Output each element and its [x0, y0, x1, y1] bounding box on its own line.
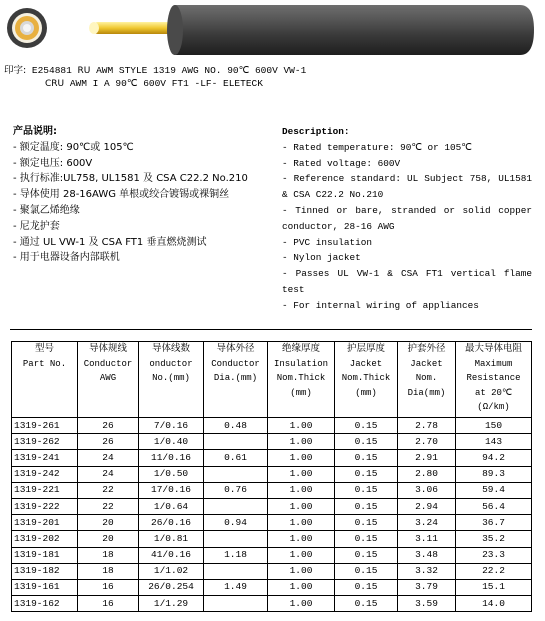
table-cell: 1319-202: [12, 531, 78, 547]
table-cell: 0.48: [204, 418, 268, 434]
table-cell: 0.15: [335, 434, 398, 450]
column-header-en: AWG: [99, 373, 117, 383]
table-cell: 24: [78, 466, 139, 482]
description-cn-item: - 尼龙护套: [13, 220, 60, 232]
marking-line-1: [4, 62, 306, 76]
table-row: [12, 596, 532, 612]
table-cell: 94.2: [456, 450, 532, 466]
table-cell: 0.15: [335, 515, 398, 531]
table-cell: 3.24: [398, 515, 456, 531]
table-cell: 0.15: [335, 547, 398, 563]
description-cn-item: - 执行标准:UL758, UL1581 及 CSA C22.2 No.210: [13, 173, 248, 185]
column-header-en: Maximum: [474, 358, 513, 369]
table-row: [12, 579, 532, 595]
description-cn-item: - 通过 UL VW-1 及 CSA FT1 垂直燃烧测试: [13, 236, 207, 248]
table-cell: [204, 563, 268, 579]
table-cell: 0.15: [335, 482, 398, 498]
table-cell: 1319-221: [12, 482, 78, 498]
table-cell: 1.00: [268, 531, 335, 547]
table-cell: 1.00: [268, 450, 335, 466]
table-cell: 1319-181: [12, 547, 78, 563]
table-cell: 17/0.16: [139, 482, 204, 498]
table-cell: 0.15: [335, 418, 398, 434]
column-header: [268, 342, 335, 418]
table-cell: 2.80: [398, 466, 456, 482]
column-header-en: No.(mm): [152, 373, 190, 383]
marking-line-2: [45, 78, 263, 89]
table-cell: 89.3: [456, 466, 532, 482]
column-header: [78, 342, 139, 418]
column-header-en: Jacket: [410, 358, 443, 369]
table-cell: 1.00: [268, 498, 335, 514]
cru-logo: CRU: [45, 79, 65, 89]
table-cell: 56.4: [456, 498, 532, 514]
column-header-cn: 型号: [34, 343, 54, 354]
table-cell: 0.15: [335, 579, 398, 595]
table-cell: 1/1.29: [139, 596, 204, 612]
column-header: [398, 342, 456, 418]
table-cell: 143: [456, 434, 532, 450]
table-cell: 0.15: [335, 596, 398, 612]
table-cell: 18: [78, 563, 139, 579]
table-cell: 3.32: [398, 563, 456, 579]
table-cell: 0.15: [335, 466, 398, 482]
column-header-cn: 导体外径: [216, 343, 255, 354]
table-cell: 14.0: [456, 596, 532, 612]
column-header-en: Nom.Thick: [276, 373, 326, 383]
table-row: [12, 547, 532, 563]
table-cell: [204, 434, 268, 450]
table-cell: [204, 531, 268, 547]
cable-illustration: [0, 0, 545, 62]
column-header-en: Nom.: [415, 373, 438, 383]
table-row: [12, 531, 532, 547]
table-cell: [204, 596, 268, 612]
table-cell: 1.18: [204, 547, 268, 563]
marking-label: 印字:: [4, 65, 27, 76]
table-cell: 1.49: [204, 579, 268, 595]
table-cell: 0.15: [335, 450, 398, 466]
marking-file-no: E254881: [31, 65, 72, 76]
table-cell: 41/0.16: [139, 547, 204, 563]
description-en-item: - Rated temperature: 90℃ or 105℃: [282, 141, 472, 153]
column-header-cn: 护套外径: [407, 343, 446, 354]
table-cell: 1.00: [268, 547, 335, 563]
table-cell: 3.48: [398, 547, 456, 563]
table-cell: 11/0.16: [139, 450, 204, 466]
description-en-item: - PVC insulation: [282, 236, 373, 248]
description-chinese: [13, 124, 273, 266]
table-cell: 20: [78, 515, 139, 531]
spec-table: [11, 341, 532, 612]
column-header-en: at 20℃: [474, 387, 513, 398]
description-cn-item: - 导体使用 28-16AWG 单根或绞合镀锡或裸铜丝: [13, 189, 230, 201]
table-cell: [204, 498, 268, 514]
table-cell: 22: [78, 498, 139, 514]
table-cell: 150: [456, 418, 532, 434]
marking-line-2-text: AWM I A 90℃ 600V FT1 -LF- ELETECK: [69, 78, 263, 89]
table-cell: 2.70: [398, 434, 456, 450]
description-cn-item: - 额定电压: 600V: [13, 157, 93, 169]
table-cell: 1319-162: [12, 596, 78, 612]
table-cell: 36.7: [456, 515, 532, 531]
column-header-cn: 护层厚度: [346, 343, 385, 354]
table-cell: 16: [78, 579, 139, 595]
column-header-en: Dia(mm): [407, 387, 446, 398]
table-cell: 0.61: [204, 450, 268, 466]
table-cell: 1319-182: [12, 563, 78, 579]
table-cell: 1.00: [268, 515, 335, 531]
column-header-en: (mm): [290, 387, 312, 398]
table-cell: 3.59: [398, 596, 456, 612]
column-header: [139, 342, 204, 418]
table-cell: 1/0.81: [139, 531, 204, 547]
column-header-en: Dia.(mm): [213, 373, 258, 383]
description-en-item: - Reference standard: UL Subject 758, UL1581 & CSA C22.2 No.210: [282, 173, 538, 201]
table-cell: 1319-261: [12, 418, 78, 434]
description-en-item: - Nylon jacket: [282, 252, 361, 264]
table-cell: 0.94: [204, 515, 268, 531]
table-cell: 22: [78, 482, 139, 498]
table-row: [12, 498, 532, 514]
table-cell: 24: [78, 450, 139, 466]
table-cell: 1.00: [268, 434, 335, 450]
column-header-en: Resistance: [466, 373, 521, 383]
table-cell: 1319-161: [12, 579, 78, 595]
description-cn-item: - 聚氯乙烯绝缘: [13, 204, 80, 216]
table-cell: 2.78: [398, 418, 456, 434]
column-header: [204, 342, 268, 418]
table-cell: 26: [78, 434, 139, 450]
table-cell: 1319-262: [12, 434, 78, 450]
table-cell: 1/0.40: [139, 434, 204, 450]
table-cell: 26/0.16: [139, 515, 204, 531]
column-header-en: Insulation: [273, 358, 328, 369]
table-cell: 1319-222: [12, 498, 78, 514]
cable-jacket: [168, 5, 534, 55]
table-cell: 3.11: [398, 531, 456, 547]
table-cell: 26: [78, 418, 139, 434]
table-cell: 7/0.16: [139, 418, 204, 434]
description-en-item: - Passes UL VW-1 & CSA FT1 vertical flame test: [282, 268, 538, 295]
table-body: [12, 418, 532, 612]
column-header-en: Nom.Thick: [341, 373, 391, 383]
table-cell: 23.3: [456, 547, 532, 563]
table-row: [12, 515, 532, 531]
table-header-row: [12, 342, 532, 418]
table-cell: 1/0.50: [139, 466, 204, 482]
column-header-cn: 导体线数: [151, 343, 190, 354]
cable-cross-section: [7, 8, 47, 48]
table-row: [12, 482, 532, 498]
column-header: [456, 342, 532, 418]
description-en-item: - Tinned or bare, stranded or solid copper conductor, 28-16 AWG: [282, 204, 538, 232]
table-cell: 2.91: [398, 450, 456, 466]
table-cell: 18: [78, 547, 139, 563]
table-cell: 0.15: [335, 563, 398, 579]
table-cell: 1.00: [268, 418, 335, 434]
table-cell: 3.06: [398, 482, 456, 498]
table-cell: 1319-201: [12, 515, 78, 531]
description-en-item: - For internal wiring of appliances: [282, 299, 479, 311]
table-cell: 1/0.64: [139, 498, 204, 514]
table-cell: 0.15: [335, 498, 398, 514]
column-header-cn: 导体规线: [88, 343, 127, 354]
description-cn-heading: 产品说明:: [13, 126, 57, 137]
marking-line-1-text: AWM STYLE 1319 AWG NO. 90℃ 600V VW-1: [96, 65, 307, 76]
description-en-heading: Description:: [282, 126, 350, 137]
column-header: [12, 342, 78, 418]
table-cell: 22.2: [456, 563, 532, 579]
column-header-cn: 绝缘厚度: [281, 343, 320, 354]
column-header-en: Conductor: [83, 358, 133, 369]
table-row: [12, 434, 532, 450]
column-header-en: (Ω/km): [477, 402, 510, 412]
column-header-en: (mm): [355, 387, 377, 398]
column-header-en: Part No.: [22, 358, 67, 369]
table-cell: 16: [78, 596, 139, 612]
table-cell: 3.79: [398, 579, 456, 595]
table-cell: 35.2: [456, 531, 532, 547]
column-header-cn: 最大导体电阻: [464, 343, 522, 354]
table-row: [12, 418, 532, 434]
description-english: [282, 124, 538, 314]
table-cell: 59.4: [456, 482, 532, 498]
table-cell: 1.00: [268, 466, 335, 482]
description-en-item: - Rated voltage: 600V: [282, 157, 401, 169]
description-cn-item: - 额定温度: 90℃或 105℃: [13, 141, 134, 153]
table-cell: 15.1: [456, 579, 532, 595]
table-cell: [204, 466, 268, 482]
ul-logo: RU: [77, 66, 91, 76]
table-cell: 1/1.02: [139, 563, 204, 579]
table-cell: 1.00: [268, 563, 335, 579]
table-row: [12, 563, 532, 579]
table-row: [12, 466, 532, 482]
table-cell: 1319-242: [12, 466, 78, 482]
column-header-en: onductor: [149, 358, 193, 369]
table-cell: 0.76: [204, 482, 268, 498]
section-divider: [10, 329, 532, 330]
column-header: [335, 342, 398, 418]
table-cell: 1.00: [268, 596, 335, 612]
table-cell: 0.15: [335, 531, 398, 547]
table-cell: 1.00: [268, 482, 335, 498]
column-header-en: Jacket: [349, 358, 383, 369]
table-row: [12, 450, 532, 466]
table-cell: 1.00: [268, 579, 335, 595]
table-cell: 20: [78, 531, 139, 547]
table-cell: 26/0.254: [139, 579, 204, 595]
table-cell: 1319-241: [12, 450, 78, 466]
column-header-en: Conductor: [211, 358, 260, 369]
table-cell: 2.94: [398, 498, 456, 514]
description-cn-item: - 用于电器设备内部联机: [13, 252, 120, 264]
